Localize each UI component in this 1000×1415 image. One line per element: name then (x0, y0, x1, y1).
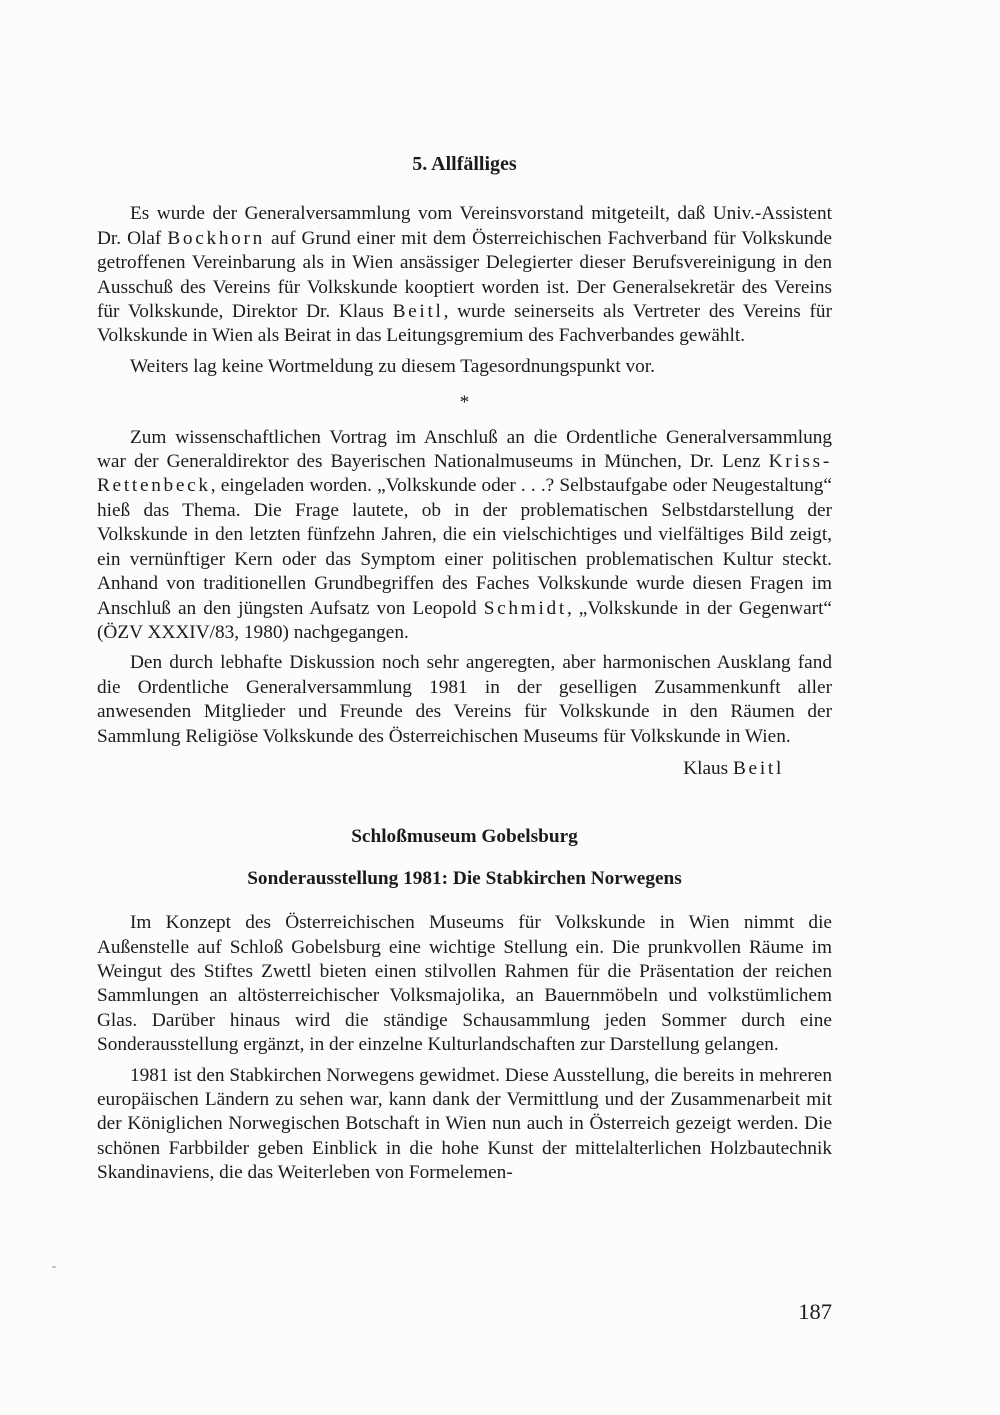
text-segment: Es wurde der Generalversammlung vom Vereinsvorstand mitgeteilt, daß Univ.-Assistent Dr. Olaf (97, 203, 832, 249)
section-heading (97, 152, 832, 176)
subsection-heading (97, 825, 832, 849)
letterspaced-name: Beitl (733, 757, 784, 779)
letterspaced-name: Beitl (392, 301, 444, 323)
text-segment: 5. Allfälliges (412, 153, 517, 175)
subsection-heading (97, 867, 832, 891)
text-segment: Klaus (683, 757, 733, 779)
letterspaced-name: Schmidt (483, 597, 567, 619)
text-segment: Weiters lag keine Wortmeldung zu diesem Tagesordnungspunkt vor. (130, 355, 655, 377)
text-segment: 1981 ist den Stabkirchen Norwegens gewidmet. Diese Ausstellung, die bereits in mehreren europäischen Ländern zu sehen war, kann dank der Vermittlung und der Zusammenarbeit mit der Königlichen Norwegischen Botschaft in Wien nun auch in Österreich gezeigt werden. Die schönen Farbbilder geben Einblick in die hohe Kunst der mittelalterlichen Holzbautechnik Skandinaviens, die das Weiterleben von Formelemen- (97, 1064, 832, 1184)
text-segment: Zum wissenschaftlichen Vortrag im Anschluß an die Ordentliche Generalversammlung war der Generaldirektor des Bayerischen Nationalmuseums in München, Dr. Lenz (97, 426, 832, 473)
body-paragraph (97, 651, 832, 749)
body-paragraph (97, 355, 832, 379)
text-segment: , eingeladen worden. „Volkskunde oder . . .? Selbstaufgabe oder Neugestaltung“ hieß das Thema. Die Frage lautete, ob in der problematischen Selbstdarstellung der Volkskunde in den letzten fünfzehn Jahren, die ein vielschichtiges und vielfältiges Bild zeigt, ein vernünftiger Kern oder das Symptom einer politischen problematischen Kultur steckt. Anhand von traditionellen Grundbegriffen des Faches Volkskunde wurde diesen Fragen im Anschluß an den jüngsten Aufsatz von Leopold (97, 475, 832, 619)
body-paragraph (97, 202, 832, 348)
letterspaced-name: Bockhorn (167, 227, 265, 249)
text-segment: Sonderausstellung 1981: Die Stabkirchen Norwegens (247, 867, 682, 889)
text-column (97, 152, 832, 1192)
signature-line (97, 757, 832, 781)
text-segment: , „Volkskunde in der Gegenwart“ (ÖZV XXXIV/83, 1980) nachgegangen. (97, 597, 832, 643)
scan-speck (52, 1266, 56, 1268)
text-segment: Im Konzept des Österreichischen Museums für Volkskunde in Wien nimmt die Außenstelle auf Schloß Gobelsburg eine wichtige Stellung ein. Die prunkvollen Räume im Weingut des Stiftes Zwettl bieten einen stilvollen Rahmen für die Präsentation der reichen Sammlungen an altösterreichischer Volksmajolika, an Bauernmöbeln und volkstümlichem Glas. Darüber hinaus wird die ständige Schausammlung jeden Sommer durch eine Sonderausstellung ergänzt, in der einzelne Kulturlandschaften zur Darstellung gelangen. (97, 912, 832, 1056)
text-segment: Den durch lebhafte Diskussion noch sehr angeregten, aber harmonischen Ausklang fand die Ordentliche Generalversammlung 1981 in der geselligen Zusammenkunft aller anwesenden Mitglieder und Freunde des Vereins für Volkskunde in den Räumen der Sammlung Religiöse Volkskunde des Österreichischen Museums für Volkskunde in Wien. (97, 652, 832, 747)
text-segment: * (459, 392, 470, 414)
page-number: 187 (798, 1299, 832, 1324)
asterisk-separator (97, 391, 832, 415)
body-paragraph (97, 911, 832, 1057)
letterspaced-name: Kriss-Rettenbeck (97, 451, 832, 497)
text-segment: auf Grund einer mit dem Österreichischen Fachverband für Volkskunde getroffenen Vereinbarung als in Wien ansässiger Delegierter dieser Berufsvereinigung in den Ausschuß des Vereins für Volkskunde kooptiert worden ist. Der Generalsekretär des Vereins für Volkskunde, Direktor Dr. Klaus (97, 227, 832, 323)
text-segment: Schloßmuseum Gobelsburg (351, 826, 578, 848)
body-paragraph (97, 426, 832, 646)
body-paragraph (97, 1064, 832, 1186)
text-segment: , wurde seinerseits als Vertreter des Vereins für Volkskunde in Wien als Beirat in das Leitungsgremium des Fachverbandes gewählt. (97, 301, 832, 347)
